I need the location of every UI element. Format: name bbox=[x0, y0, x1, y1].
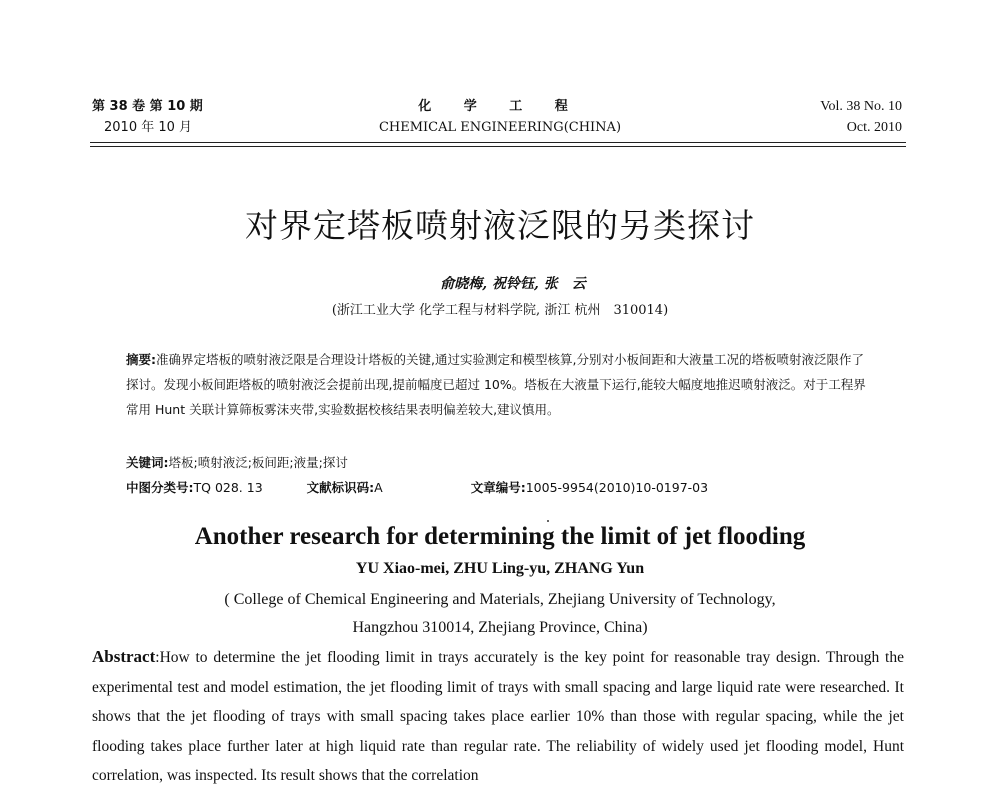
date-en: Oct. 2010 bbox=[846, 120, 902, 135]
affiliation-en-line2: Hangzhou 310014, Zhejiang Province, China) bbox=[352, 619, 648, 636]
abstract-cn bbox=[126, 347, 874, 422]
keywords-cn bbox=[126, 450, 874, 475]
header-volume-block bbox=[820, 96, 902, 138]
doc-code-label: 文献标识码: bbox=[306, 480, 375, 495]
article-number-value: 1005-9954(2010)10-0197-03 bbox=[525, 480, 709, 495]
title-cn: 对界定塔板喷射液泛限的另类探讨 bbox=[245, 206, 755, 245]
journal-en: CHEMICAL ENGINEERING(CHINA) bbox=[378, 120, 622, 135]
authors-en: YU Xiao-mei, ZHU Ling-yu, ZHANG Yun bbox=[355, 560, 645, 577]
title-en: Another research for determining the limit of jet flooding bbox=[194, 523, 806, 550]
volume-en: Vol. 38 No. 10 bbox=[820, 99, 902, 114]
abstract-cn-text: 准确界定塔板的喷射液泛限是合理设计塔板的关键,通过实验测定和模型核算,分别对小板间距和大液量工况的塔板喷射液泛限作了探讨。发现小板间距塔板的喷射液泛会提前出现,提前幅度已超过 10%。塔板在大液量下运行,能较大幅度地推迟喷射液泛。对于工程界常用 Hunt 关联计算筛板雾沫夹带,实验数据校核结果表明偏差较大,建议慎用。 bbox=[126, 352, 866, 417]
doc-code-value: A bbox=[374, 480, 383, 495]
affiliation-en bbox=[0, 586, 1000, 642]
header-rule-top bbox=[90, 142, 906, 143]
authors-cn: 俞晓梅, 祝铃钰, 张 云 bbox=[440, 276, 586, 292]
article-number-label: 文章编号: bbox=[470, 480, 526, 495]
keywords-cn-label: 关键词: bbox=[126, 455, 169, 470]
clc-value: TQ 028. 13 bbox=[193, 480, 263, 495]
stray-dot bbox=[547, 520, 549, 522]
keywords-cn-text: 塔板;喷射液泛;板间距;液量;探讨 bbox=[168, 455, 348, 470]
journal-cn: 化 学 工 程 bbox=[418, 99, 582, 114]
date-cn: 2010 年 10 月 bbox=[104, 120, 193, 135]
abstract-en-text: :How to determine the jet flooding limit in trays accurately is the key point for reasonable tray design. Through the experimental test and model estimation, the jet flooding limit of trays with small spacing and large liquid rate were researched. It shows that the jet flooding of trays with small spacing takes place earlier 10% than those with regular spacing, while the jet flooding takes place further later at high liquid rate than regular rate. The reliability of widely used jet flooding model, Hunt correlation, was inspected. Its result shows that the correlation bbox=[92, 649, 904, 784]
clc-label: 中图分类号: bbox=[126, 480, 194, 495]
issue-cn: 第 38 卷 第 10 期 bbox=[92, 99, 203, 114]
abstract-en bbox=[92, 642, 904, 791]
abstract-en-label: Abstract bbox=[92, 647, 156, 666]
affiliation-cn: (浙江工业大学 化学工程与材料学院, 浙江 杭州 310014) bbox=[331, 303, 669, 318]
header-rule-bottom bbox=[90, 146, 906, 147]
affiliation-en-line1: ( College of Chemical Engineering and Materials, Zhejiang University of Technology, bbox=[224, 591, 776, 608]
abstract-cn-label: 摘要: bbox=[126, 352, 156, 367]
classification-line bbox=[126, 475, 874, 500]
